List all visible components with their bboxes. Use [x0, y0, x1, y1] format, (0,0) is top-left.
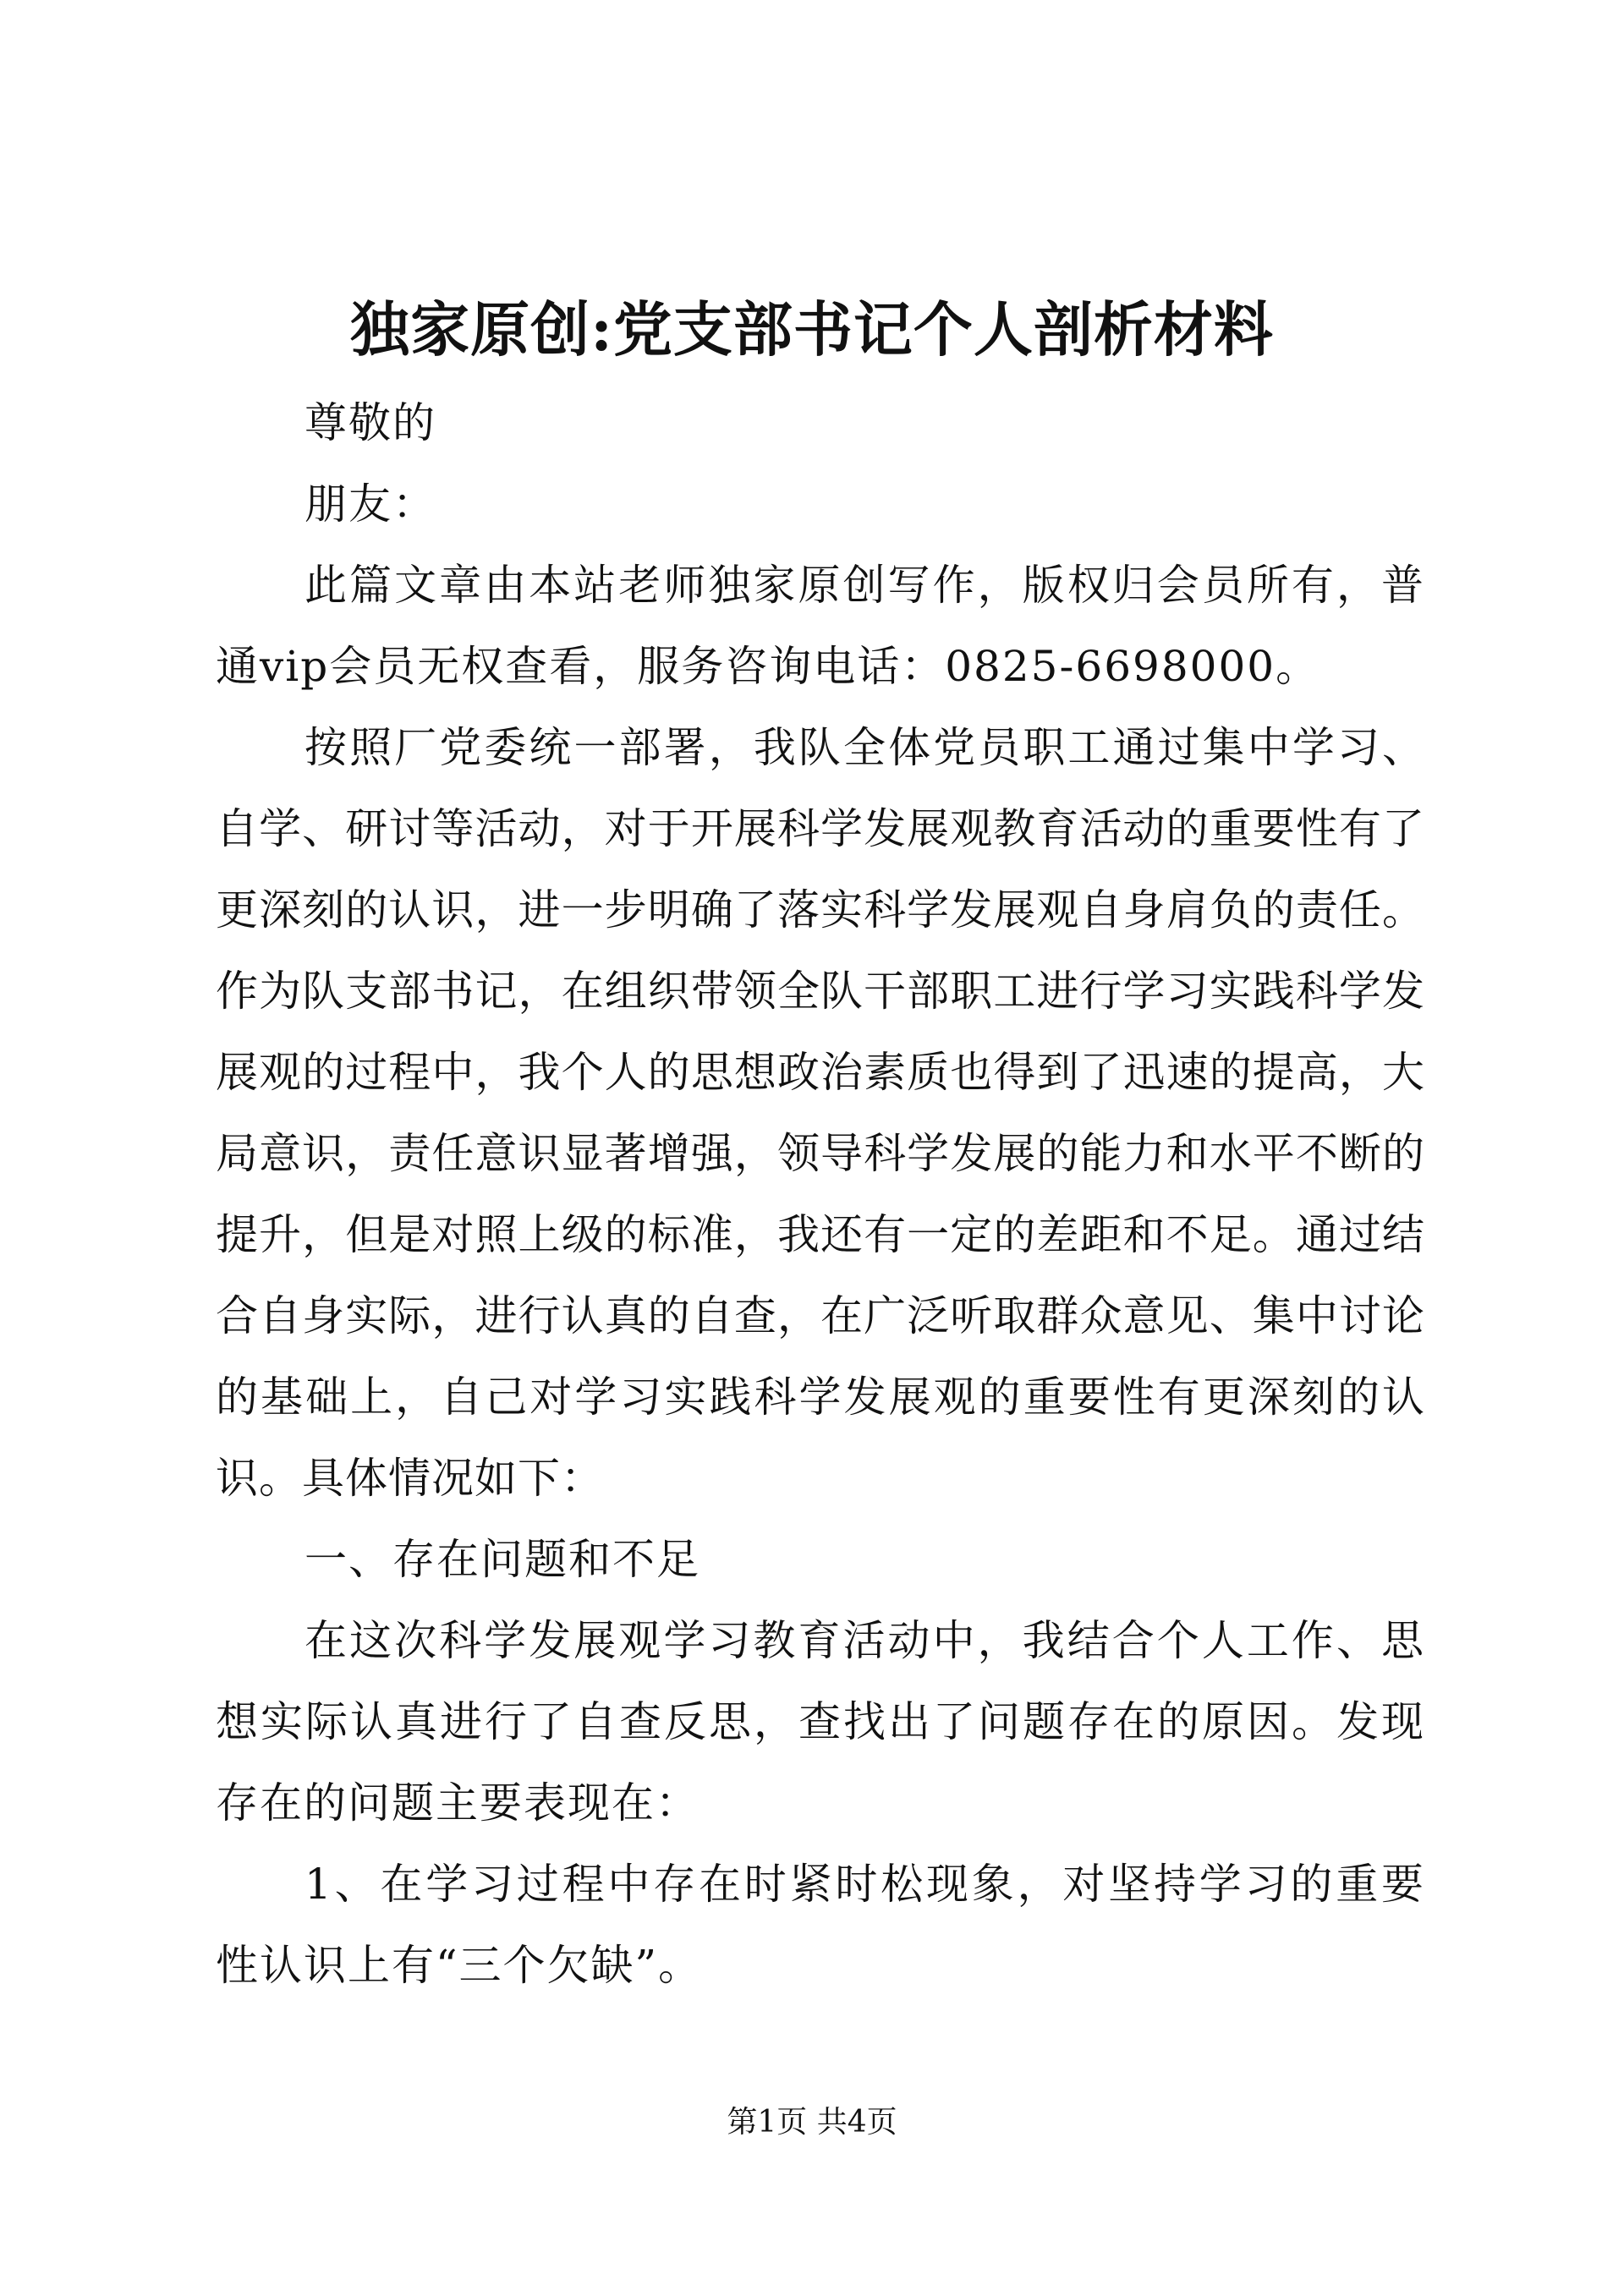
document-body — [216, 382, 1425, 2006]
paragraph-introduction: 按照厂党委统一部署，我队全体党员职工通过集中学习、自学、研讨等活动，对于开展科学发展观教育活动的重要性有了更深刻的认识，进一步明确了落实科学发展观自身肩负的责任。作为队支部书记，在组织带领全队干部职工进行学习实践科学发展观的过程中，我个人的思想政治素质也得到了迅速的提高，大局意识，责任意识显著增强，领导科学发展的能力和水平不断的提升，但是对照上级的标准，我还有一定的差距和不足。通过结合自身实际，进行认真的自查，在广泛听取群众意见、集中讨论的基础上，自己对学习实践科学发展观的重要性有更深刻的认识。具体情况如下： — [216, 723, 1425, 1503]
page-footer: 第1页 共4页 — [727, 2105, 897, 2140]
paragraph-salutation-2: 朋友： — [304, 479, 436, 529]
paragraph-copyright-notice: 此篇文章由本站老师独家原创写作，版权归会员所有，普通vip会员无权查看，服务咨询电话：0825-6698000。 — [216, 561, 1425, 691]
paragraph-item-1: 1、在学习过程中存在时紧时松现象，对坚持学习的重要性认识上有“三个欠缺”。 — [216, 1860, 1425, 1990]
document-title: 独家原创:党支部书记个人剖析材料 — [350, 294, 1274, 364]
paragraph-salutation-1: 尊敬的 — [304, 398, 436, 447]
section-heading-problems: 一、存在问题和不足 — [304, 1535, 700, 1584]
paragraph-self-review: 在这次科学发展观学习教育活动中，我结合个人工作、思想实际认真进行了自查反思，查找出了问题存在的原因。发现存在的问题主要表现在： — [216, 1616, 1425, 1827]
